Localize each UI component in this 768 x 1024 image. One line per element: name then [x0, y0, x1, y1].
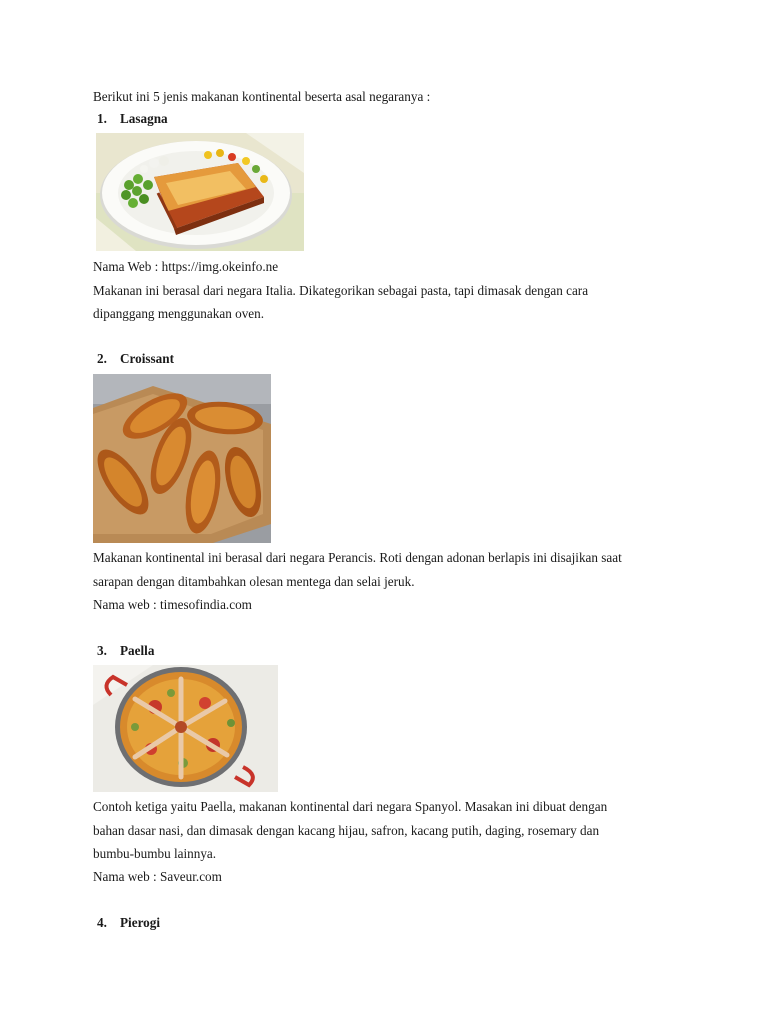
item-heading-croissant	[97, 350, 174, 367]
item-heading-paella	[97, 642, 154, 659]
text-line: Nama web : Saveur.com	[93, 869, 222, 884]
item-title: Paella	[120, 643, 155, 658]
text-line: bahan dasar nasi, dan dimasak dengan kacang hijau, safron, kacang putih, daging, rosemary dan	[93, 823, 600, 838]
item-number: 3.	[97, 643, 107, 658]
item-number: 1.	[97, 111, 107, 126]
text-line: Nama web : timesofindia.com	[93, 597, 252, 612]
item-title: Lasagna	[120, 111, 168, 126]
item-heading-lasagna	[97, 110, 168, 127]
item-number: 4.	[97, 915, 107, 930]
text-line: sarapan dengan ditambahkan olesan mentega dan selai jeruk.	[93, 574, 415, 589]
paella-photo	[93, 665, 278, 792]
text-line: Contoh ketiga yaitu Paella, makanan kontinental dari negara Spanyol. Masakan ini dibuat dengan	[93, 799, 608, 814]
item-heading-pierogi	[97, 914, 160, 931]
text-line: Makanan kontinental ini berasal dari negara Perancis. Roti dengan adonan berlapis ini disajikan saat	[93, 550, 622, 565]
intro-text: Berikut ini 5 jenis makanan kontinental beserta asal negaranya :	[93, 89, 431, 104]
text-line: Makanan ini berasal dari negara Italia. Dikategorikan sebagai pasta, tapi dimasak dengan cara	[93, 283, 589, 298]
lasagna-photo	[96, 133, 304, 251]
croissant-photo	[93, 374, 271, 543]
item-title: Pierogi	[120, 915, 161, 930]
item-number: 2.	[97, 351, 107, 366]
text-line: dipanggang menggunakan oven.	[93, 306, 265, 321]
text-line: bumbu-bumbu lainnya.	[93, 846, 217, 861]
text-line: Nama Web : https://img.okeinfo.ne	[93, 259, 279, 274]
item-title: Croissant	[120, 351, 174, 366]
